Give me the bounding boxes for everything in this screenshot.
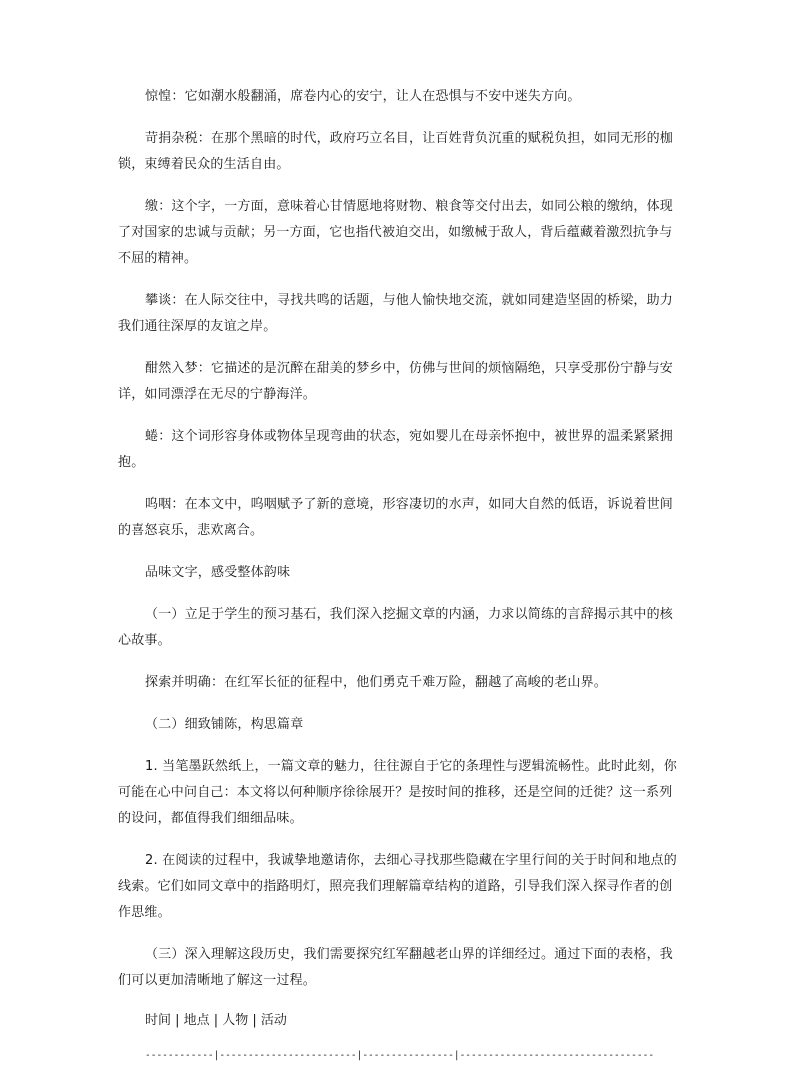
vocab-kejuanzashui: 苛捐杂税：在那个黑暗的时代，政府巧立名目，让百姓背负沉重的赋税负担，如同无形的枷锁，束缚着民众的生活自由。 xyxy=(118,131,674,172)
section-heading: 品味文字，感受整体韵味 xyxy=(145,565,291,580)
point-two: 2. 在阅读的过程中，我诚挚地邀请你，去细心寻找那些隐藏在字里行间的关于时间和地点的线索。它们如同文章中的指路明灯，照亮我们理解篇章结构的道路，引导我们深入探寻作者的创作思维。 xyxy=(118,853,677,920)
vocab-jinghuang: 惊惶：它如潮水般翻涌，席卷内心的安宁，让人在恐惧与不安中迷失方向。 xyxy=(145,89,581,104)
document-body xyxy=(118,84,678,1066)
exploration-answer: 探索并明确：在红军长征的征程中，他们勇克千难万险，翻越了高峻的老山界。 xyxy=(145,675,608,690)
table-separator-row: ------------|------------------------|----------------|---------------------------------- xyxy=(145,1050,655,1061)
point-one: 1. 当笔墨跃然纸上，一篇文章的魅力，往往源自于它的条理性与逻辑流畅性。此时此刻，你可能在心中问自己：本文将以何种顺序徐徐展开？是按时间的推移，还是空间的迁徙？这一系列的设问，都值得我们细细品味。 xyxy=(118,759,677,826)
table-header-row: 时间 | 地点 | 人物 | 活动 xyxy=(145,1013,287,1028)
step-two: （二）细致铺陈，构思篇章 xyxy=(145,717,304,732)
step-three: （三）深入理解这段历史，我们需要探究红军翻越老山界的详细经过。通过下面的表格，我们可以更加清晰地了解这一过程。 xyxy=(118,947,674,988)
vocab-quan: 蜷：这个词形容身体或物体呈现弯曲的状态，宛如婴儿在母亲怀抱中，被世界的温柔紧紧拥抱。 xyxy=(118,429,674,470)
vocab-pantan: 攀谈：在人际交往中，寻找共鸣的话题，与他人愉快地交流，就如同建造坚固的桥梁，助力我们通往深厚的友谊之岸。 xyxy=(118,293,674,334)
step-one: （一）立足于学生的预习基石，我们深入挖掘文章的内涵，力求以简练的言辞揭示其中的核心故事。 xyxy=(118,607,674,648)
vocab-wuyan: 呜咽：在本文中，呜咽赋予了新的意境，形容凄切的水声，如同大自然的低语，诉说着世间的喜怒哀乐，悲欢离合。 xyxy=(118,497,674,538)
vocab-jiao: 缴：这个字，一方面，意味着心甘情愿地将财物、粮食等交付出去，如同公粮的缴纳，体现了对国家的忠诚与贡献；另一方面，它也指代被迫交出，如缴械于敌人，背后蕴藏着激烈抗争与不屈的精神。 xyxy=(118,199,674,266)
vocab-hanranrumeng: 酣然入梦：它描述的是沉醉在甜美的梦乡中，仿佛与世间的烦恼隔绝，只享受那份宁静与安详，如同漂浮在无尽的宁静海洋。 xyxy=(118,361,674,402)
